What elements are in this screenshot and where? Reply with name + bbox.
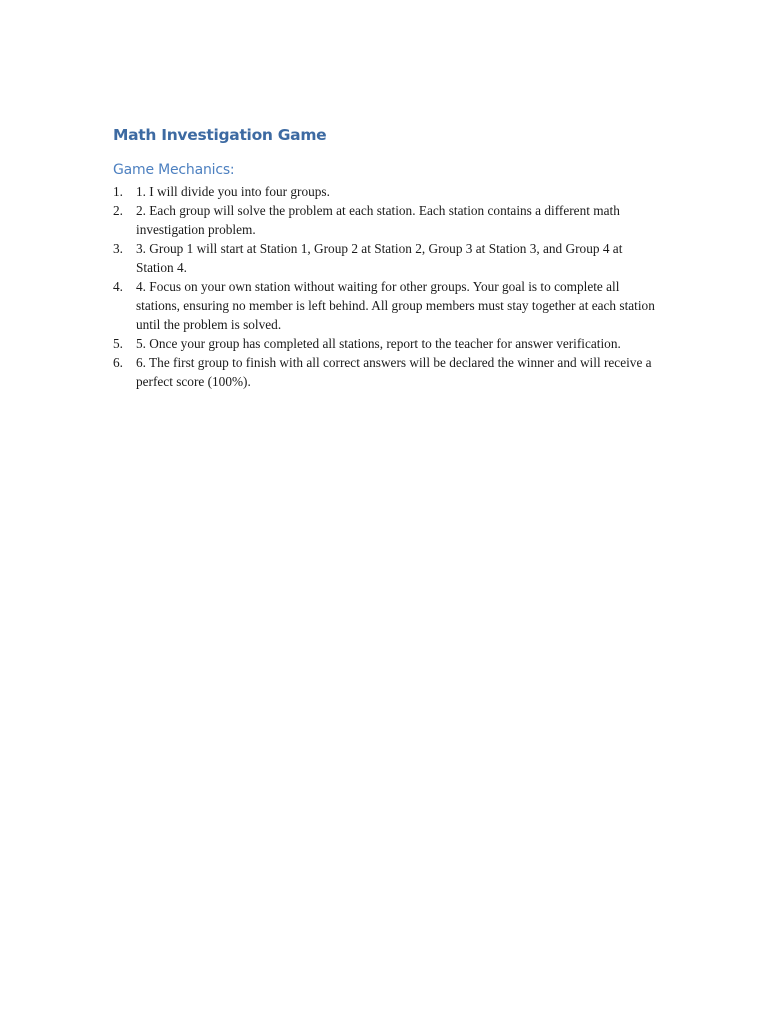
list-item-text: 1. I will divide you into four groups. [136,184,330,199]
list-item-number: 1. [113,184,123,199]
list-item-number: 6. [113,355,123,370]
list-item-text: 2. Each group will solve the problem at each station. Each station contains a different math investigation problem. [136,203,620,237]
section-heading-game-mechanics: Game Mechanics: [113,162,235,178]
list-item-number: 2. [113,203,123,218]
list-item [113,353,663,391]
document-content [113,124,663,391]
list-item-number: 4. [113,279,123,294]
list-item-text: 5. Once your group has completed all stations, report to the teacher for answer verification. [136,336,621,351]
document-title: Math Investigation Game [113,126,327,144]
list-item-text: 4. Focus on your own station without waiting for other groups. Your goal is to complete all stations, ensuring no member is left behind. All group members must stay together at each station until the problem is solved. [136,279,655,332]
list-item-number: 3. [113,241,123,256]
list-item [113,201,663,239]
list-item [113,277,663,334]
game-mechanics-list [113,182,663,391]
list-item [113,334,663,353]
list-item-text: 6. The first group to finish with all correct answers will be declared the winner and will receive a perfect score (100%). [136,355,652,389]
list-item [113,239,663,277]
list-item-number: 5. [113,336,123,351]
list-item-text: 3. Group 1 will start at Station 1, Group 2 at Station 2, Group 3 at Station 3, and Group 4 at Station 4. [136,241,623,275]
list-item [113,182,663,201]
